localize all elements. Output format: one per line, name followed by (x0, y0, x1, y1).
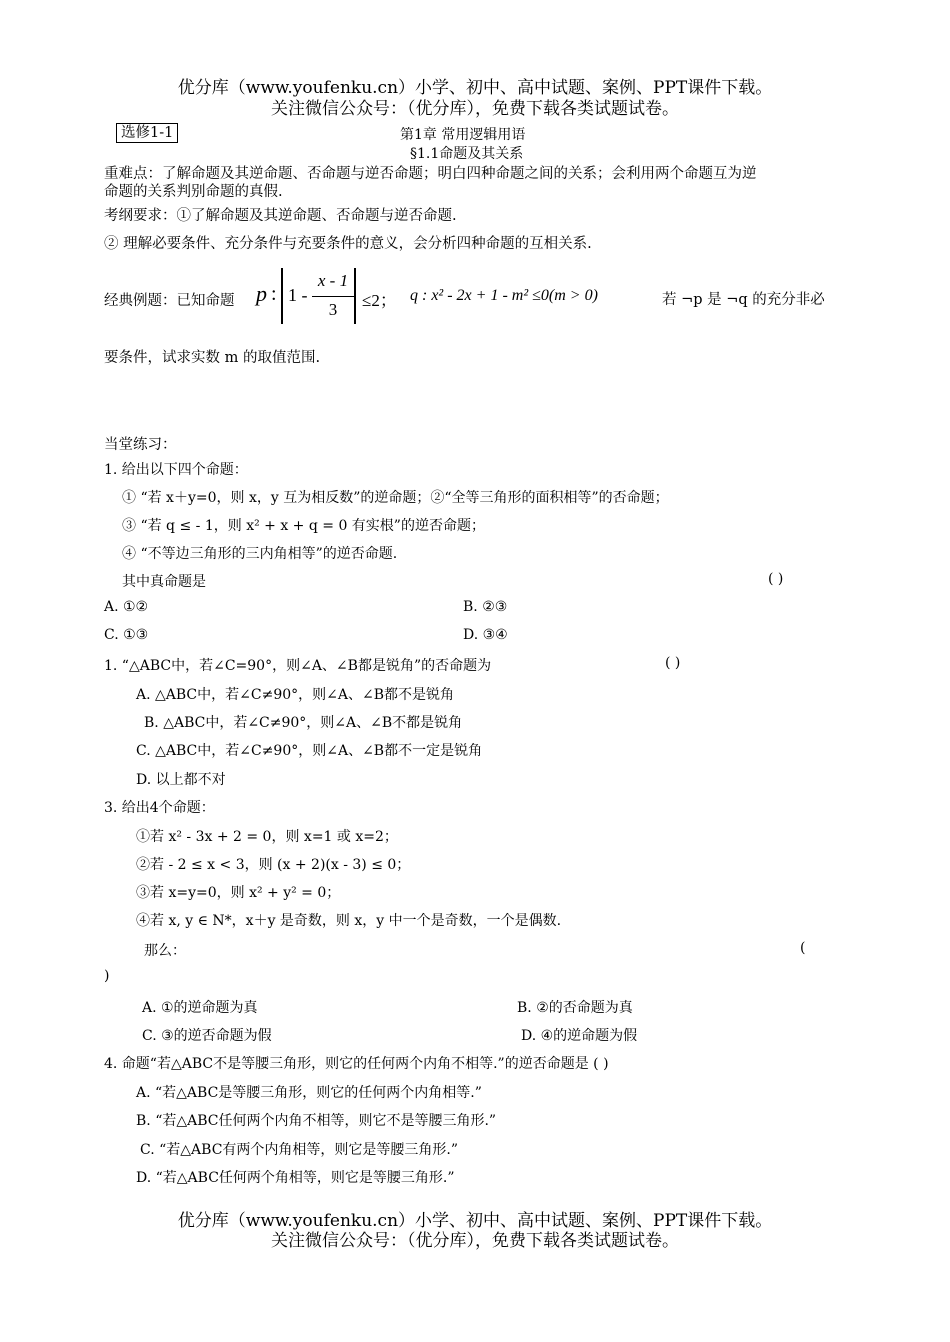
key-points-line-1: 重难点：了解命题及其逆命题、否命题与逆否命题；明白四种命题之间的关系；会利用两个命题互为逆 (104, 166, 757, 182)
example-one-minus: 1 - (288, 285, 308, 305)
q3-option-d: D. ④的逆命题为假 (521, 1028, 638, 1044)
q3-option-c: C. ③的逆否命题为假 (142, 1028, 272, 1044)
fraction-bar (312, 296, 354, 297)
q1-option-a: A. ①② (104, 599, 149, 615)
q1-answer-paren: ( ) (768, 571, 784, 587)
q3-option-a: A. ①的逆命题为真 (142, 1000, 258, 1016)
example-le2: ≤2； (362, 291, 397, 310)
example-p-label: p (256, 281, 267, 306)
abs-bar-left (281, 268, 283, 324)
q3-item-3: ③若 x=y=0，则 x² + y² = 0； (136, 885, 341, 901)
header-line-1: 优分库（www.youfenku.cn）小学、初中、高中试题、案例、PPT课件下载。 (177, 78, 773, 98)
course-box: 选修1-1 (116, 123, 178, 143)
fraction-denominator: 3 (328, 300, 338, 319)
q4-option-d: D. “若△ABC任何两个角相等，则它是等腰三角形.” (136, 1170, 455, 1186)
q1-option-b: B. ②③ (463, 599, 508, 615)
q1-stem: 1. 给出以下四个命题： (104, 462, 248, 478)
q3-item-4: ④若 x, y ∈ N*，x＋y 是奇数，则 x，y 中一个是奇数，一个是偶数. (136, 913, 562, 929)
header-line-2: 关注微信公众号：（优分库），免费下载各类试题试卷。 (271, 99, 679, 119)
q3-item-2: ②若 - 2 ≤ x < 3，则 (x + 2)(x - 3) ≤ 0； (136, 857, 411, 873)
q1-option-d: D. ③④ (463, 627, 508, 643)
q3-option-b: B. ②的否命题为真 (517, 1000, 633, 1016)
q3-paren-close: ) (104, 968, 110, 984)
footer-line-2: 关注微信公众号：（优分库），免费下载各类试题试卷。 (271, 1231, 679, 1251)
q3-stem: 3. 给出4个命题： (104, 800, 215, 816)
q1-item-c: ④ “不等边三角形的三内角相等”的逆否命题. (122, 546, 398, 562)
q2-option-a: A. △ABC中，若∠C≠90°，则∠A、∠B都不是锐角 (136, 687, 454, 703)
q1-item-b: ③ “若 q ≤ - 1，则 x² + x + q = 0 有实根”的逆否命题； (122, 518, 485, 534)
q1-ask: 其中真命题是 (122, 574, 206, 590)
example-colon: : (271, 283, 277, 305)
example-line-2: 要条件，试求实数 m 的取值范围. (104, 350, 321, 366)
example-lead: 经典例题：已知命题 (104, 293, 235, 309)
q2-option-c: C. △ABC中，若∠C≠90°，则∠A、∠B都不一定是锐角 (136, 743, 483, 759)
q4-option-b: B. “若△ABC任何两个内角不相等，则它不是等腰三角形.” (136, 1113, 497, 1129)
syllabus-line-2: ② 理解必要条件、充分条件与充要条件的意义，会分析四种命题的互相关系. (104, 236, 592, 252)
q4-stem: 4. 命题“若△ABC不是等腰三角形，则它的任何两个内角不相等.”的逆否命题是 ( ) (104, 1056, 609, 1072)
q4-option-c: C. “若△ABC有两个内角相等，则它是等腰三角形.” (140, 1142, 459, 1158)
syllabus-line-1: 考纲要求：①了解命题及其逆命题、否命题与逆否命题. (104, 208, 457, 224)
q2-option-d: D. 以上都不对 (136, 772, 226, 788)
q4-option-a: A. “若△ABC是等腰三角形，则它的任何两个内角相等.” (136, 1085, 482, 1101)
footer-line-1: 优分库（www.youfenku.cn）小学、初中、高中试题、案例、PPT课件下载。 (177, 1211, 773, 1231)
q3-item-1: ①若 x² - 3x + 2 = 0，则 x=1 或 x=2； (136, 829, 398, 845)
fraction-numerator: x - 1 (317, 271, 349, 290)
q2-answer-paren: ( ) (665, 655, 681, 671)
practice-title: 当堂练习： (104, 437, 177, 453)
q3-paren-open: ( (800, 940, 806, 956)
example-q-expr: q : x² - 2x + 1 - m² ≤0(m > 0) (410, 287, 598, 304)
q1-item-a: ① “若 x＋y=0，则 x，y 互为相反数”的逆命题；②“全等三角形的面积相等”的否命题； (122, 490, 669, 506)
example-tail: 若 ¬p 是 ¬q 的充分非必 (662, 292, 825, 308)
q3-ask: 那么： (144, 943, 186, 959)
q2-stem: 1. “△ABC中，若∠C=90°，则∠A、∠B都是锐角”的否命题为 (104, 658, 492, 674)
section-title: §1.1命题及其关系 (410, 146, 524, 162)
q2-option-b: B. △ABC中，若∠C≠90°，则∠A、∠B不都是锐角 (144, 715, 463, 731)
key-points-line-2: 命题的关系判别命题的真假. (104, 184, 283, 200)
abs-bar-right (354, 268, 356, 324)
q1-option-c: C. ①③ (104, 627, 149, 643)
chapter-title: 第1章 常用逻辑用语 (400, 127, 526, 143)
